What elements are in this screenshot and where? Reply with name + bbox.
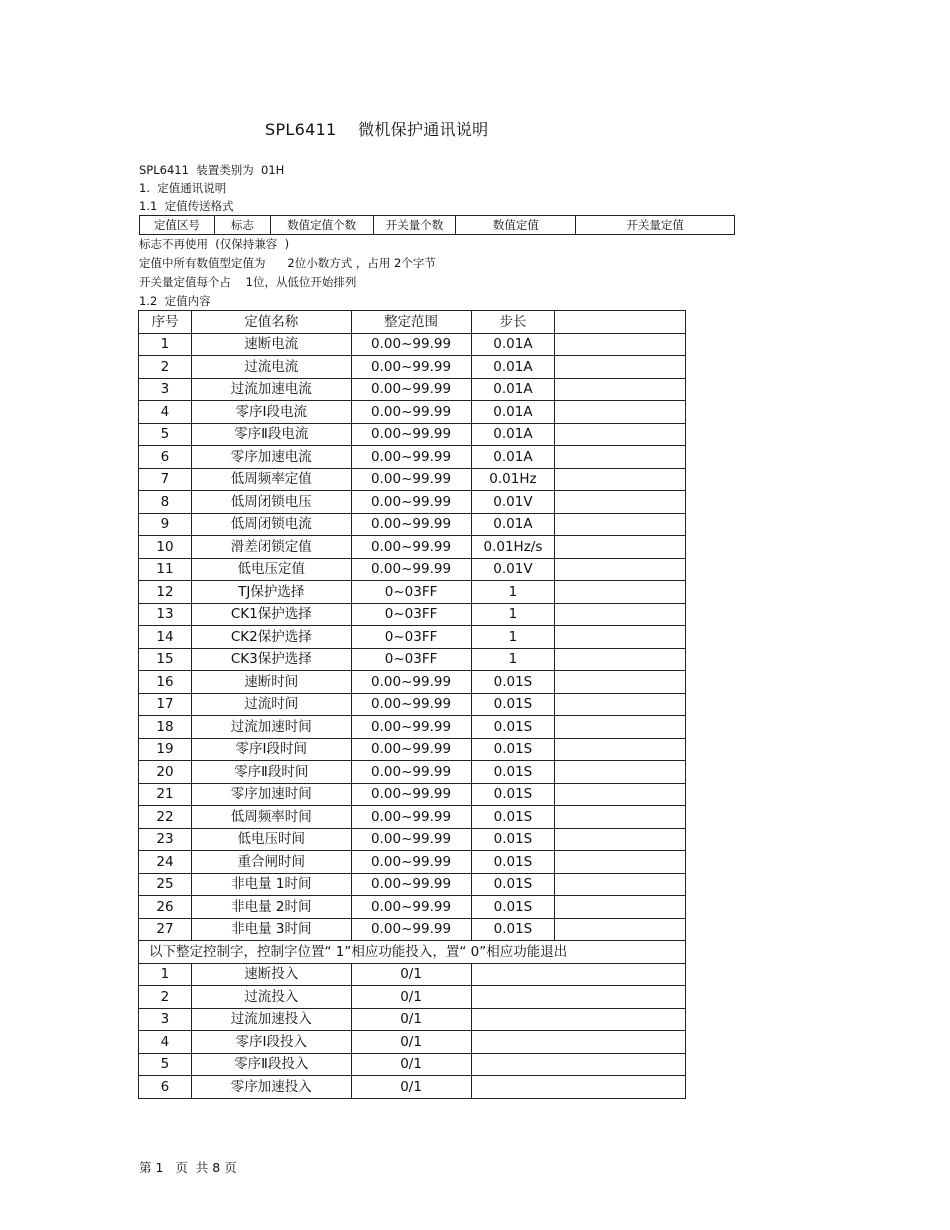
table-row <box>139 581 686 604</box>
empty-cell <box>471 1076 686 1099</box>
table-row <box>139 1053 686 1076</box>
subsection-heading: 1.1 定值传送格式 <box>139 199 234 213</box>
empty-cell <box>555 603 686 626</box>
empty-cell <box>555 513 686 536</box>
setting-step: 0.01S <box>471 783 555 806</box>
setting-step: 0.01S <box>471 918 555 941</box>
setting-range: 0.00~99.99 <box>351 558 471 581</box>
setting-range: 0.00~99.99 <box>351 896 471 919</box>
row-number: 13 <box>139 603 192 626</box>
control-range: 0/1 <box>351 1008 471 1031</box>
setting-name: 低周频率定值 <box>191 468 351 491</box>
control-name: 零序Ⅰ段投入 <box>191 1031 351 1054</box>
format-cell: 开关量个数 <box>373 216 456 235</box>
table-header-row <box>139 311 686 334</box>
setting-step: 1 <box>471 603 555 626</box>
empty-cell <box>471 1053 686 1076</box>
empty-cell <box>555 581 686 604</box>
row-number: 20 <box>139 761 192 784</box>
setting-name: 滑差闭锁定值 <box>191 536 351 559</box>
setting-step: 0.01S <box>471 761 555 784</box>
setting-name: 低电压时间 <box>191 828 351 851</box>
format-cell: 数值定值个数 <box>270 216 373 235</box>
control-name: 零序Ⅱ段投入 <box>191 1053 351 1076</box>
empty-cell <box>555 693 686 716</box>
setting-name: 过流时间 <box>191 693 351 716</box>
table-row <box>139 963 686 986</box>
setting-name: 非电量 2时间 <box>191 896 351 919</box>
setting-name: 零序Ⅰ段电流 <box>191 401 351 424</box>
table-row <box>139 918 686 941</box>
format-cell: 数值定值 <box>456 216 576 235</box>
control-range: 0/1 <box>351 1076 471 1099</box>
empty-cell <box>555 468 686 491</box>
column-header: 序号 <box>139 311 192 334</box>
empty-cell <box>555 378 686 401</box>
setting-step: 0.01S <box>471 693 555 716</box>
table-row <box>139 851 686 874</box>
table-row <box>139 693 686 716</box>
column-header: 整定范围 <box>351 311 471 334</box>
table-row <box>139 333 686 356</box>
row-number: 5 <box>139 1053 192 1076</box>
row-number: 1 <box>139 333 192 356</box>
format-table <box>139 215 735 235</box>
format-cell: 标志 <box>214 216 270 235</box>
table-row <box>139 1008 686 1031</box>
setting-step: 0.01S <box>471 896 555 919</box>
empty-cell <box>555 873 686 896</box>
setting-range: 0.00~99.99 <box>351 761 471 784</box>
empty-cell <box>555 423 686 446</box>
setting-range: 0.00~99.99 <box>351 738 471 761</box>
table-row <box>139 446 686 469</box>
subsection-heading: 1.2 定值内容 <box>139 294 211 308</box>
table-row <box>139 986 686 1009</box>
note-text: 开关量定值每个占 1位，从低位开始排列 <box>139 275 357 289</box>
setting-range: 0.00~99.99 <box>351 468 471 491</box>
page-footer: 第 1 页 共 8 页 <box>139 1160 237 1175</box>
setting-name: CK3保护选择 <box>191 648 351 671</box>
row-number: 27 <box>139 918 192 941</box>
setting-range: 0.00~99.99 <box>351 536 471 559</box>
setting-range: 0.00~99.99 <box>351 693 471 716</box>
setting-name: 零序加速时间 <box>191 783 351 806</box>
setting-range: 0.00~99.99 <box>351 333 471 356</box>
table-row <box>139 828 686 851</box>
row-number: 3 <box>139 1008 192 1031</box>
control-range: 0/1 <box>351 986 471 1009</box>
table-row <box>139 783 686 806</box>
column-header: 步长 <box>471 311 555 334</box>
empty-cell <box>555 491 686 514</box>
setting-name: 零序Ⅱ段电流 <box>191 423 351 446</box>
table-row <box>139 716 686 739</box>
setting-name: 非电量 1时间 <box>191 873 351 896</box>
setting-range: 0~03FF <box>351 626 471 649</box>
row-number: 4 <box>139 1031 192 1054</box>
row-number: 19 <box>139 738 192 761</box>
row-number: 26 <box>139 896 192 919</box>
setting-name: 速断电流 <box>191 333 351 356</box>
control-note-row <box>139 941 686 964</box>
setting-name: 过流加速电流 <box>191 378 351 401</box>
table-row <box>139 401 686 424</box>
section-heading: 1. 定值通讯说明 <box>139 181 227 195</box>
table-row <box>139 468 686 491</box>
control-name: 过流投入 <box>191 986 351 1009</box>
row-number: 15 <box>139 648 192 671</box>
table-row <box>139 423 686 446</box>
empty-cell <box>555 333 686 356</box>
note-text: 标志不再使用 (仅保持兼容 ) <box>139 237 290 251</box>
table-row <box>139 873 686 896</box>
setting-step: 0.01A <box>471 423 555 446</box>
row-number: 5 <box>139 423 192 446</box>
setting-range: 0.00~99.99 <box>351 918 471 941</box>
row-number: 18 <box>139 716 192 739</box>
setting-step: 0.01Hz/s <box>471 536 555 559</box>
setting-range: 0~03FF <box>351 648 471 671</box>
setting-name: 低周频率时间 <box>191 806 351 829</box>
row-number: 2 <box>139 356 192 379</box>
row-number: 12 <box>139 581 192 604</box>
setting-step: 0.01A <box>471 446 555 469</box>
setting-name: 低电压定值 <box>191 558 351 581</box>
setting-step: 0.01A <box>471 513 555 536</box>
setting-name: 低周闭锁电流 <box>191 513 351 536</box>
table-row <box>139 1031 686 1054</box>
setting-range: 0.00~99.99 <box>351 491 471 514</box>
row-number: 23 <box>139 828 192 851</box>
setting-range: 0~03FF <box>351 603 471 626</box>
row-number: 7 <box>139 468 192 491</box>
setting-name: 过流电流 <box>191 356 351 379</box>
setting-step: 0.01S <box>471 851 555 874</box>
control-name: 零序加速投入 <box>191 1076 351 1099</box>
table-row <box>139 491 686 514</box>
empty-cell <box>471 1008 686 1031</box>
setting-step: 0.01S <box>471 806 555 829</box>
format-cell: 开关量定值 <box>576 216 735 235</box>
table-row <box>139 558 686 581</box>
row-number: 6 <box>139 1076 192 1099</box>
table-row <box>139 671 686 694</box>
setting-range: 0.00~99.99 <box>351 783 471 806</box>
setting-name: 零序加速电流 <box>191 446 351 469</box>
setting-step: 0.01Hz <box>471 468 555 491</box>
setting-step: 0.01A <box>471 378 555 401</box>
setting-range: 0.00~99.99 <box>351 378 471 401</box>
setting-name: 过流加速时间 <box>191 716 351 739</box>
table-row <box>139 738 686 761</box>
row-number: 1 <box>139 963 192 986</box>
format-cell: 定值区号 <box>140 216 215 235</box>
setting-name: 速断时间 <box>191 671 351 694</box>
table-row <box>139 761 686 784</box>
setting-step: 0.01S <box>471 873 555 896</box>
table-row <box>139 536 686 559</box>
setting-name: 零序Ⅰ段时间 <box>191 738 351 761</box>
control-range: 0/1 <box>351 1053 471 1076</box>
setting-range: 0.00~99.99 <box>351 513 471 536</box>
control-name: 速断投入 <box>191 963 351 986</box>
empty-cell <box>555 356 686 379</box>
row-number: 9 <box>139 513 192 536</box>
row-number: 17 <box>139 693 192 716</box>
table-row <box>139 806 686 829</box>
row-number: 8 <box>139 491 192 514</box>
empty-cell <box>555 918 686 941</box>
format-table-row <box>140 216 735 235</box>
empty-cell <box>555 626 686 649</box>
row-number: 2 <box>139 986 192 1009</box>
setting-step: 0.01V <box>471 558 555 581</box>
table-row <box>139 513 686 536</box>
empty-cell <box>555 446 686 469</box>
empty-cell <box>555 828 686 851</box>
setting-range: 0.00~99.99 <box>351 446 471 469</box>
note-text: 定值中所有数值型定值为 2位小数方式 ，占用 2个字节 <box>139 256 436 270</box>
empty-cell <box>555 738 686 761</box>
row-number: 11 <box>139 558 192 581</box>
table-row <box>139 1076 686 1099</box>
setting-range: 0.00~99.99 <box>351 716 471 739</box>
setting-step: 1 <box>471 626 555 649</box>
row-number: 6 <box>139 446 192 469</box>
setting-name: CK2保护选择 <box>191 626 351 649</box>
table-row <box>139 356 686 379</box>
empty-cell <box>555 558 686 581</box>
setting-range: 0.00~99.99 <box>351 828 471 851</box>
empty-cell <box>555 536 686 559</box>
setting-step: 0.01A <box>471 401 555 424</box>
setting-step: 0.01S <box>471 716 555 739</box>
setting-range: 0.00~99.99 <box>351 356 471 379</box>
setting-step: 1 <box>471 581 555 604</box>
setting-step: 0.01A <box>471 333 555 356</box>
table-row <box>139 378 686 401</box>
empty-cell <box>555 896 686 919</box>
empty-cell <box>471 986 686 1009</box>
setting-name: TJ保护选择 <box>191 581 351 604</box>
setting-range: 0.00~99.99 <box>351 401 471 424</box>
setting-range: 0.00~99.99 <box>351 851 471 874</box>
empty-cell <box>555 648 686 671</box>
setting-range: 0.00~99.99 <box>351 806 471 829</box>
column-header <box>555 311 686 334</box>
row-number: 3 <box>139 378 192 401</box>
setting-step: 1 <box>471 648 555 671</box>
setting-name: 低周闭锁电压 <box>191 491 351 514</box>
setting-step: 0.01S <box>471 738 555 761</box>
empty-cell <box>555 806 686 829</box>
control-range: 0/1 <box>351 963 471 986</box>
row-number: 14 <box>139 626 192 649</box>
control-range: 0/1 <box>351 1031 471 1054</box>
page-title: SPL6411 微机保护通讯说明 <box>265 120 489 139</box>
setting-name: 重合闸时间 <box>191 851 351 874</box>
row-number: 16 <box>139 671 192 694</box>
setting-step: 0.01S <box>471 828 555 851</box>
row-number: 4 <box>139 401 192 424</box>
settings-table <box>138 310 686 1099</box>
empty-cell <box>471 1031 686 1054</box>
setting-range: 0.00~99.99 <box>351 423 471 446</box>
empty-cell <box>555 761 686 784</box>
empty-cell <box>471 963 686 986</box>
table-row <box>139 648 686 671</box>
table-row <box>139 626 686 649</box>
empty-cell <box>555 401 686 424</box>
setting-step: 0.01A <box>471 356 555 379</box>
setting-name: 零序Ⅱ段时间 <box>191 761 351 784</box>
setting-name: CK1保护选择 <box>191 603 351 626</box>
empty-cell <box>555 783 686 806</box>
table-row <box>139 603 686 626</box>
setting-range: 0~03FF <box>351 581 471 604</box>
row-number: 24 <box>139 851 192 874</box>
empty-cell <box>555 716 686 739</box>
setting-name: 非电量 3时间 <box>191 918 351 941</box>
setting-range: 0.00~99.99 <box>351 671 471 694</box>
setting-step: 0.01S <box>471 671 555 694</box>
setting-step: 0.01V <box>471 491 555 514</box>
control-note: 以下整定控制字，控制字位置“ 1”相应功能投入，置“ 0”相应功能退出 <box>139 941 686 964</box>
row-number: 22 <box>139 806 192 829</box>
row-number: 10 <box>139 536 192 559</box>
control-name: 过流加速投入 <box>191 1008 351 1031</box>
row-number: 25 <box>139 873 192 896</box>
table-row <box>139 896 686 919</box>
setting-range: 0.00~99.99 <box>351 873 471 896</box>
row-number: 21 <box>139 783 192 806</box>
empty-cell <box>555 851 686 874</box>
column-header: 定值名称 <box>191 311 351 334</box>
empty-cell <box>555 671 686 694</box>
device-type-text: SPL6411 装置类别为 01H <box>139 163 285 177</box>
